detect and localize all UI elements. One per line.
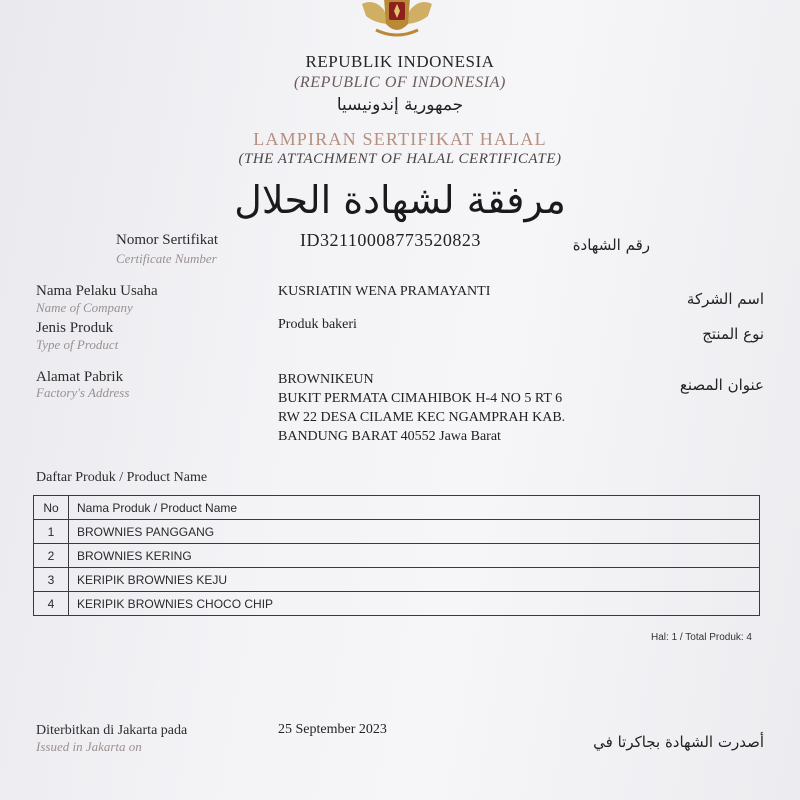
issued-date: 25 September 2023: [278, 722, 387, 737]
factory-address-label-en: Factory's Address: [36, 385, 130, 400]
garuda-emblem-icon: [354, 0, 440, 40]
table-row: [34, 544, 760, 568]
factory-address-line: BROWNIKEUN: [278, 372, 374, 387]
certificate-number-value: ID32110008773520823: [300, 230, 481, 250]
column-header-product-name: Nama Produk / Product Name: [69, 496, 760, 520]
product-type-label-ar: نوع المنتج: [702, 325, 764, 343]
document-title-en: (THE ATTACHMENT OF HALAL CERTIFICATE): [238, 151, 562, 167]
product-type-value: Produk bakeri: [278, 317, 357, 332]
product-name: BROWNIES PANGGANG: [69, 520, 760, 544]
factory-address-line: BANDUNG BARAT 40552 Jawa Barat: [278, 429, 501, 444]
product-name: KERIPIK BROWNIES KEJU: [69, 568, 760, 592]
factory-address-label-ar: عنوان المصنع: [679, 376, 764, 394]
row-number: 1: [34, 520, 69, 544]
country-name-id: REPUBLIK INDONESIA: [305, 52, 495, 71]
product-list-heading: Daftar Produk / Product Name: [36, 470, 208, 485]
issued-label: Diterbitkan di Jakarta pada: [36, 723, 188, 738]
product-name: KERIPIK BROWNIES CHOCO CHIP: [69, 592, 760, 616]
issued-label-en: Issued in Jakarta on: [36, 739, 142, 754]
company-label-en: Name of Company: [36, 300, 133, 315]
factory-address-label: Alamat Pabrik: [36, 369, 124, 385]
product-type-label-en: Type of Product: [36, 337, 119, 352]
table-row: [34, 568, 760, 592]
country-name-ar: جمهورية إندونيسيا: [336, 95, 464, 115]
row-number: 2: [34, 544, 69, 568]
factory-address-line: RW 22 DESA CILAME KEC NGAMPRAH KAB.: [278, 410, 566, 425]
country-name-en: (REPUBLIC OF INDONESIA): [294, 74, 506, 91]
column-header-no: No: [34, 496, 69, 520]
certificate-number-label-en: Certificate Number: [116, 251, 217, 266]
row-number: 4: [34, 592, 69, 616]
table-row: [34, 592, 760, 616]
document-title-id: LAMPIRAN SERTIFIKAT HALAL: [253, 129, 547, 149]
factory-address-line: BUKIT PERMATA CIMAHIBOK H-4 NO 5 RT 6: [278, 391, 563, 406]
company-label: Nama Pelaku Usaha: [36, 283, 158, 299]
certificate-number-label: Nomor Sertifikat: [116, 232, 219, 248]
product-name: BROWNIES KERING: [69, 544, 760, 568]
document-title-ar: مرفقة لشهادة الحلال: [234, 178, 566, 222]
product-table: [33, 495, 760, 616]
pagination-info: Hal: 1 / Total Produk: 4: [651, 632, 752, 643]
factory-address-value: [278, 370, 565, 446]
table-header-row: [34, 496, 760, 520]
row-number: 3: [34, 568, 69, 592]
table-row: [34, 520, 760, 544]
issued-label-ar: أصدرت الشهادة بجاكرتا في: [593, 733, 764, 751]
company-value: KUSRIATIN WENA PRAMAYANTI: [278, 284, 491, 299]
certificate-number-label-ar: رقم الشهادة: [572, 236, 650, 254]
company-label-ar: اسم الشركة: [686, 290, 764, 308]
product-type-label: Jenis Produk: [36, 320, 114, 336]
